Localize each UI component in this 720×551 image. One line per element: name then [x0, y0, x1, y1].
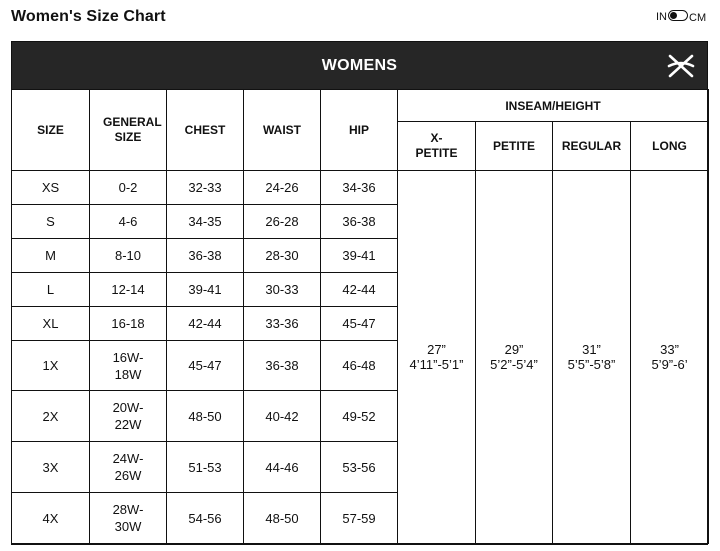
general-size-value: 16W-18W — [112, 349, 144, 382]
header-general-size-label: GENERAL SIZE — [103, 115, 162, 144]
header-x-petite — [398, 122, 476, 171]
size-table — [11, 89, 709, 544]
general-size-cell: 16-18 — [90, 307, 167, 341]
unit-toggle[interactable] — [656, 7, 706, 24]
waist-cell: 48-50 — [244, 493, 321, 544]
chest-cell: 54-56 — [167, 493, 244, 544]
header-inseam-height: INSEAM/HEIGHT — [398, 90, 709, 122]
waist-cell: 44-46 — [244, 442, 321, 493]
general-size-cell: 0-2 — [90, 171, 167, 205]
header-waist: WAIST — [244, 90, 321, 171]
size-cell: 2X — [12, 391, 90, 442]
toggle-knob — [670, 12, 677, 19]
hip-cell: 36-38 — [321, 205, 398, 239]
waist-cell: 40-42 — [244, 391, 321, 442]
chest-cell: 48-50 — [167, 391, 244, 442]
chest-cell: 45-47 — [167, 341, 244, 391]
table-row — [12, 171, 709, 205]
general-size-value: 20W-22W — [112, 400, 144, 432]
general-size-cell: 8-10 — [90, 239, 167, 273]
size-cell: XS — [12, 171, 90, 205]
size-cell: 1X — [12, 341, 90, 391]
general-size-value: 28W-30W — [112, 502, 144, 534]
header-chest: CHEST — [167, 90, 244, 171]
size-cell: M — [12, 239, 90, 273]
height-regular-value: 5’5”-5’8” — [567, 357, 616, 372]
waist-cell: 30-33 — [244, 273, 321, 307]
chest-cell: 36-38 — [167, 239, 244, 273]
unit-in-label[interactable]: IN — [656, 10, 667, 23]
waist-cell: 26-28 — [244, 205, 321, 239]
waist-cell: 33-36 — [244, 307, 321, 341]
general-size-cell — [90, 493, 167, 544]
inseam-regular — [553, 171, 631, 544]
header-hip: HIP — [321, 90, 398, 171]
chest-cell: 32-33 — [167, 171, 244, 205]
header-general-size — [90, 90, 167, 171]
inseam-x-petite — [398, 171, 476, 544]
hip-cell: 42-44 — [321, 273, 398, 307]
brand-logo-icon — [665, 51, 697, 81]
chest-cell: 42-44 — [167, 307, 244, 341]
inseam-x-petite-value: 27” — [427, 342, 446, 357]
hip-cell: 39-41 — [321, 239, 398, 273]
waist-cell: 36-38 — [244, 341, 321, 391]
header-size: SIZE — [12, 90, 90, 171]
inseam-long — [631, 171, 709, 544]
hip-cell: 45-47 — [321, 307, 398, 341]
chart-banner — [12, 42, 707, 90]
hip-cell: 46-48 — [321, 341, 398, 391]
hip-cell: 57-59 — [321, 493, 398, 544]
size-cell: S — [12, 205, 90, 239]
unit-toggle-switch[interactable] — [668, 10, 688, 21]
general-size-cell — [90, 391, 167, 442]
chest-cell: 34-35 — [167, 205, 244, 239]
chest-cell: 39-41 — [167, 273, 244, 307]
hip-cell: 34-36 — [321, 171, 398, 205]
size-chart — [11, 41, 708, 545]
inseam-regular-value: 31” — [582, 342, 601, 357]
height-long-value: 5’9”-6’ — [651, 357, 688, 372]
general-size-cell: 12-14 — [90, 273, 167, 307]
height-petite-value: 5’2”-5’4” — [490, 357, 538, 372]
hip-cell: 53-56 — [321, 442, 398, 493]
inseam-petite — [476, 171, 553, 544]
header-regular: REGULAR — [553, 122, 631, 171]
waist-cell: 24-26 — [244, 171, 321, 205]
size-cell: 3X — [12, 442, 90, 493]
header-x-petite-label: X-PETITE — [415, 131, 458, 160]
waist-cell: 28-30 — [244, 239, 321, 273]
inseam-long-value: 33” — [660, 342, 679, 357]
size-cell: 4X — [12, 493, 90, 544]
general-size-cell — [90, 341, 167, 391]
inseam-petite-value: 29” — [504, 342, 524, 357]
size-cell: XL — [12, 307, 90, 341]
hip-cell: 49-52 — [321, 391, 398, 442]
unit-cm-label[interactable]: CM — [689, 12, 707, 24]
header-petite: PETITE — [476, 122, 553, 171]
general-size-value: 24W-26W — [112, 451, 144, 483]
chest-cell: 51-53 — [167, 442, 244, 493]
banner-title: WOMENS — [321, 57, 398, 74]
size-cell: L — [12, 273, 90, 307]
header-long: LONG — [631, 122, 709, 171]
general-size-cell — [90, 442, 167, 493]
page-title: Women's Size Chart — [11, 8, 166, 25]
general-size-cell: 4-6 — [90, 205, 167, 239]
height-x-petite-value: 4’11”-5’1” — [409, 357, 464, 372]
